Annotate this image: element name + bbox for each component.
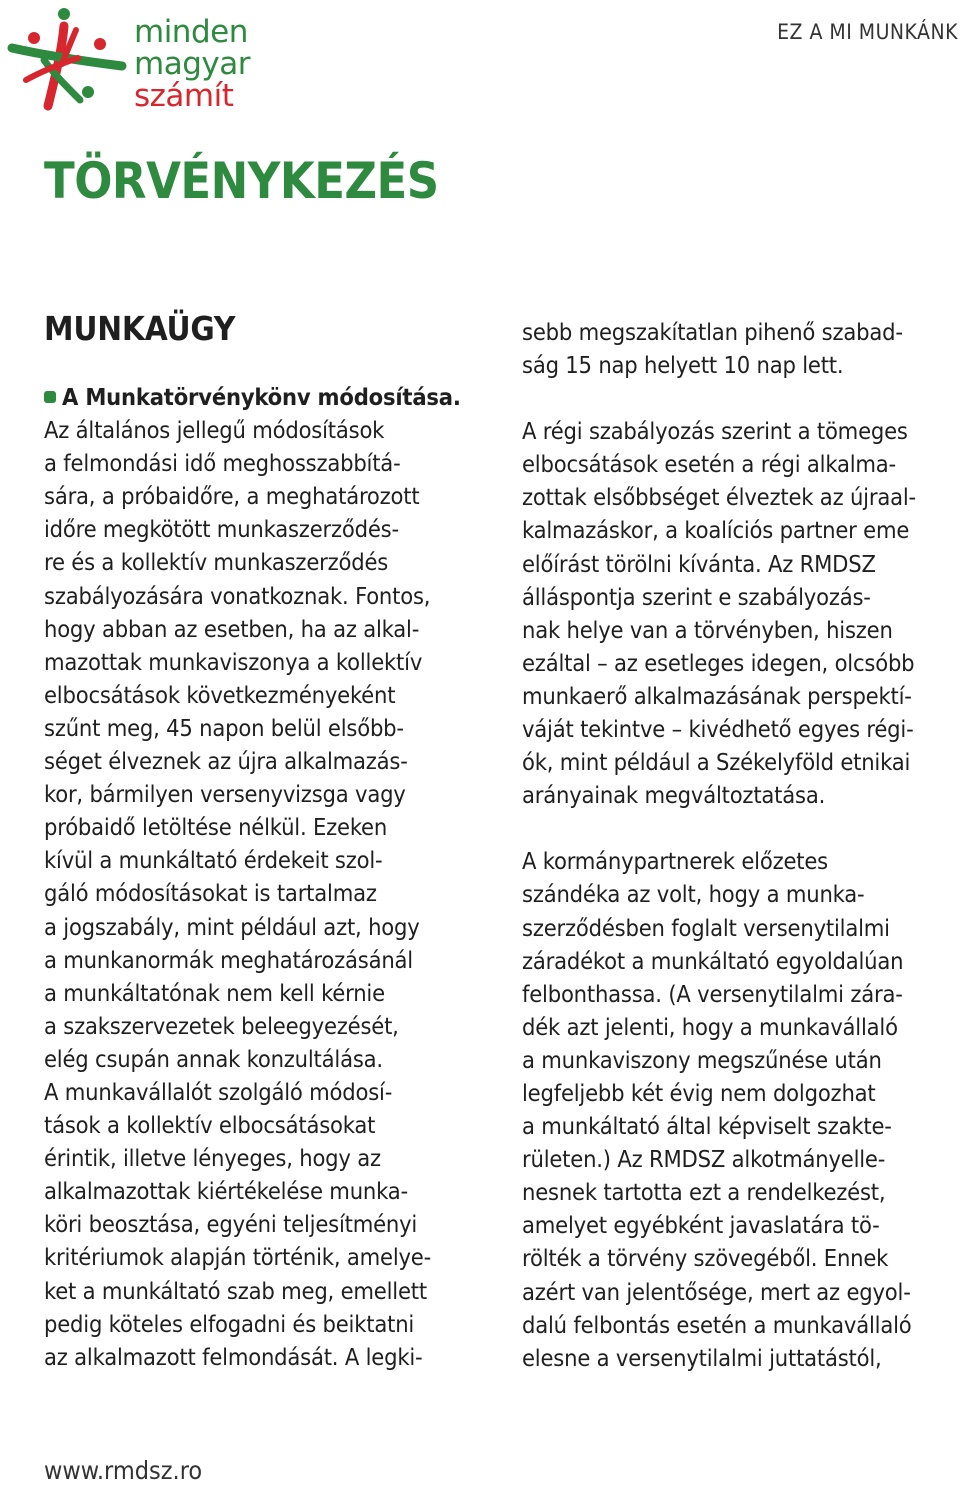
text-line: re és a kollektív munkaszerződés — [44, 548, 389, 577]
text-line: érintik, illetve lényeges, hogy az — [44, 1144, 381, 1173]
text-line: legfeljebb két évig nem dolgozhat — [522, 1078, 876, 1107]
text-line: zottak elsőbbséget élveztek az újraal- — [522, 483, 916, 512]
text-line: szabályozására vonatkoznak. Fontos, — [44, 581, 431, 610]
text-line: elbocsátások esetén a régi alkalma- — [522, 450, 896, 479]
text-line: elég csupán annak konzultálása. — [44, 1044, 383, 1073]
text-line: tások a kollektív elbocsátásokat — [44, 1111, 376, 1140]
text-line: A régi szabályozás szerint a tömeges — [522, 417, 908, 446]
logo-wordmark — [134, 16, 250, 112]
logo-mark-icon — [4, 4, 129, 114]
text-line: A munkavállalót szolgáló módosí- — [44, 1077, 393, 1106]
text-line: elbocsátások következményeként — [44, 680, 396, 709]
text-line: sebb megszakítatlan pihenő szabad- — [522, 318, 903, 346]
left-column — [44, 310, 489, 1374]
text-line: előírást törölni kívánta. Az RMDSZ — [522, 549, 876, 578]
right-column — [522, 316, 960, 1375]
text-line: pedig köteles elfogadni és beiktatni — [44, 1309, 415, 1338]
lead-line — [44, 381, 489, 414]
text-line: munkaerő alkalmazásának perspektí- — [522, 681, 912, 710]
text-line: a munkaviszony megszűnése után — [522, 1045, 882, 1074]
section-heading: MUNKAÜGY — [44, 309, 236, 348]
text-line: a jogszabály, mint például azt, hogy — [44, 912, 420, 941]
text-line: hogy abban az esetben, ha az alkal- — [44, 614, 420, 643]
text-line: záradékot a munkáltató egyoldalúan — [522, 946, 904, 975]
text-line: dalú felbontás esetén a munkavállaló — [522, 1310, 912, 1339]
left-body — [44, 414, 489, 1374]
lead-title: A Munkatörvénykönv módosítása. — [62, 383, 461, 411]
text-line: a munkáltató által képviselt szakte- — [522, 1112, 892, 1141]
text-line: alkalmazottak kiértékelése munka- — [44, 1177, 408, 1206]
text-line: arányainak megváltoztatása. — [522, 781, 826, 810]
text-line: időre megkötött munkaszerződés- — [44, 515, 399, 544]
footer-url[interactable]: www.rmdsz.ro — [44, 1456, 203, 1485]
text-line: nesnek tartotta ezt a rendelkezést, — [522, 1178, 886, 1207]
text-line: ság 15 nap helyett 10 nap lett. — [522, 351, 844, 380]
text-line: álláspontja szerint e szabályozás- — [522, 582, 871, 611]
text-line: köri beosztása, egyéni teljesítményi — [44, 1210, 418, 1239]
text-line: sára, a próbaidőre, a meghatározott — [44, 482, 420, 511]
text-line: dék azt jelenti, hogy a munkavállaló — [522, 1012, 898, 1041]
right-paragraph-3 — [522, 845, 960, 1375]
text-line: kalmazáskor, a koalíciós partner eme — [522, 516, 910, 545]
text-line: kritériumok alapján történik, amelye- — [44, 1243, 432, 1272]
text-line: elesne a versenytilalmi juttatástól, — [522, 1343, 882, 1372]
text-line: váját tekintve – kivédhető egyes régi- — [522, 715, 914, 744]
text-line: rületen.) Az RMDSZ alkotmányelle- — [522, 1145, 886, 1174]
text-line: Az általános jellegű módosítások — [44, 416, 385, 445]
bullet-icon — [44, 391, 56, 403]
logo-line-1: minden — [134, 14, 248, 50]
text-line: séget élveznek az újra alkalmazás- — [44, 747, 408, 776]
text-line: kor, bármilyen versenyvizsga vagy — [44, 780, 406, 809]
logo-line-2: magyar — [134, 46, 250, 82]
text-line: szándéka az volt, hogy a munka- — [522, 880, 865, 909]
text-line: az alkalmazott felmondását. A legki- — [44, 1342, 423, 1371]
text-line: a felmondási idő meghosszabbítá- — [44, 449, 401, 478]
text-line: ket a munkáltató szab meg, emellett — [44, 1276, 427, 1305]
page-title: TÖRVÉNYKEZÉS — [44, 152, 439, 210]
right-paragraph-2 — [522, 415, 960, 812]
text-line: rölték a törvény szövegéből. Ennek — [522, 1244, 889, 1273]
text-line: A kormánypartnerek előzetes — [522, 847, 828, 876]
logo — [4, 4, 274, 114]
logo-line-3: számít — [134, 78, 234, 114]
text-line: ók, mint például a Székelyföld etnikai — [522, 748, 911, 777]
text-line: próbaidő letöltése nélkül. Ezeken — [44, 813, 388, 842]
text-line: gáló módosításokat is tartalmaz — [44, 879, 377, 908]
text-line: felbonthassa. (A versenytilalmi zára- — [522, 979, 903, 1008]
text-line: szűnt meg, 45 napon belül elsőbb- — [44, 713, 404, 742]
text-line: a munkanormák meghatározásánál — [44, 945, 413, 974]
text-line: a munkáltatónak nem kell kérnie — [44, 978, 385, 1007]
text-line: mazottak munkaviszonya a kollektív — [44, 647, 423, 676]
text-line: nak helye van a törvényben, hiszen — [522, 615, 893, 644]
section-label: EZ A MI MUNKÁNK — [777, 20, 958, 44]
right-paragraph-1 — [522, 316, 960, 382]
text-line: azért van jelentősége, mert az egyol- — [522, 1277, 911, 1306]
text-line: amelyet egyébként javaslatára tö- — [522, 1211, 880, 1240]
text-line: ezáltal – az esetleges idegen, olcsóbb — [522, 648, 915, 677]
text-line: a szakszervezetek beleegyezését, — [44, 1011, 399, 1040]
text-line: kívül a munkáltató érdekeit szol- — [44, 846, 383, 875]
text-line: szerződésben foglalt versenytilalmi — [522, 913, 890, 942]
